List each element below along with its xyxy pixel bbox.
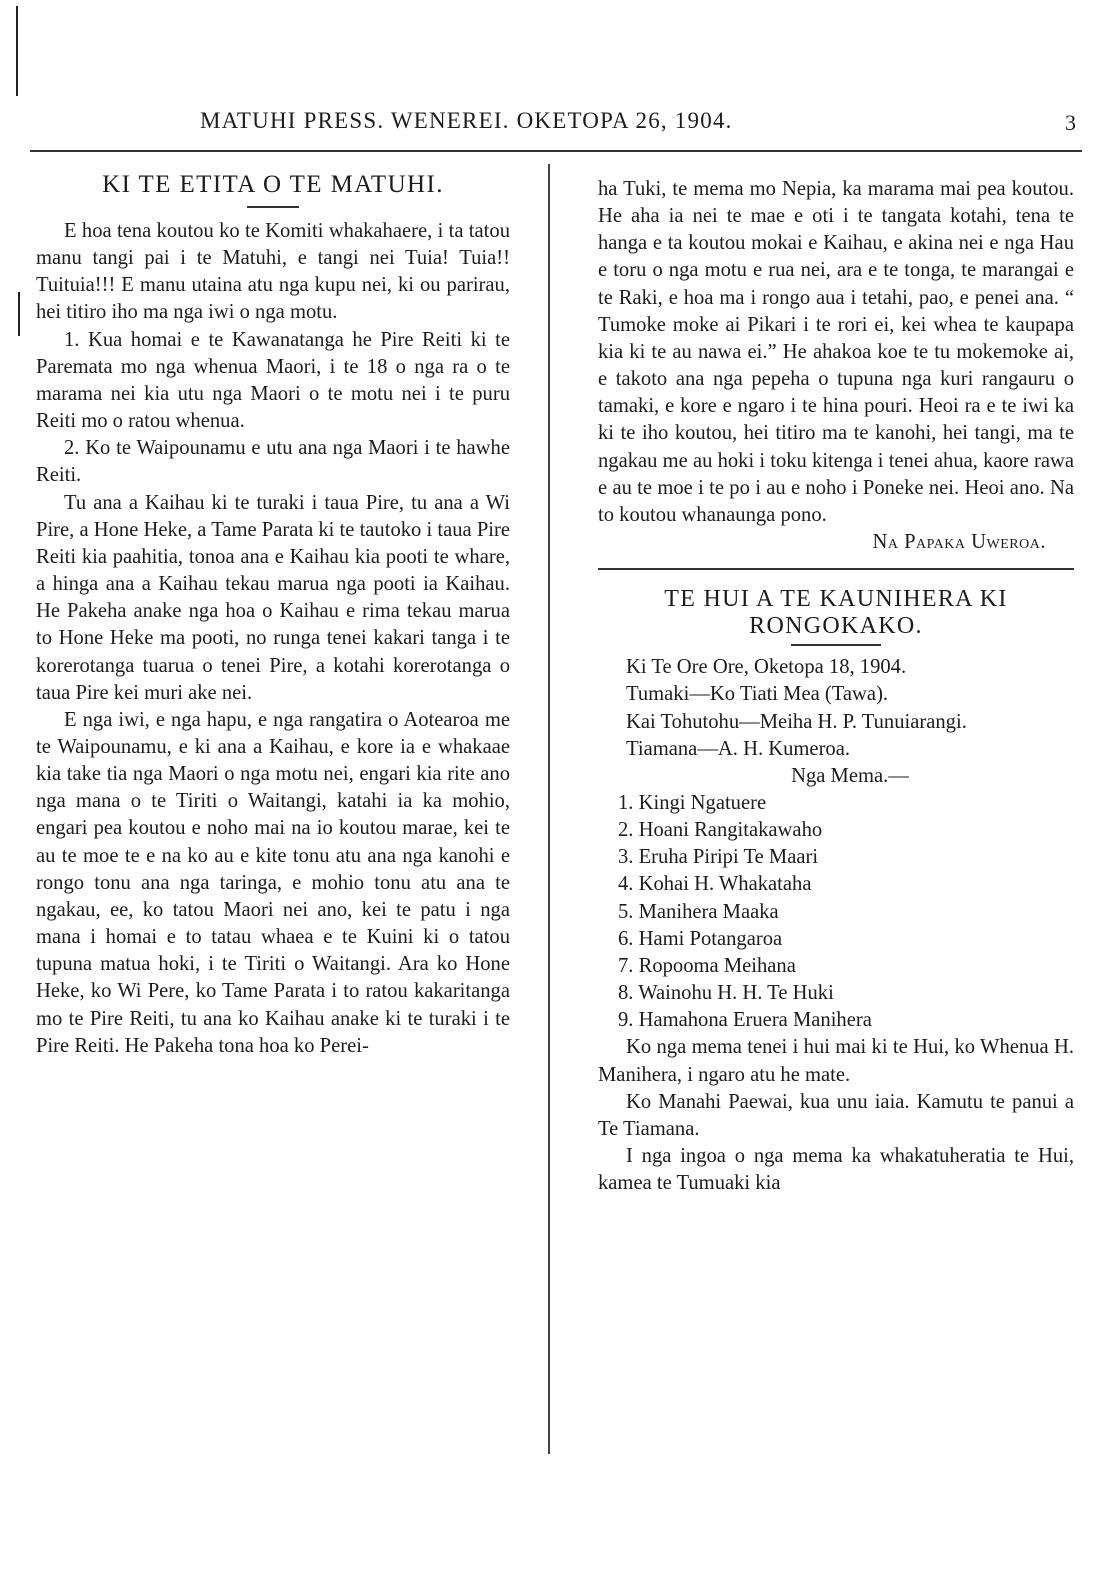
meeting-date: Ki Te Ore Ore, Oketopa 18, 1904. [626, 656, 907, 679]
heading-rule [247, 206, 299, 208]
member-item: 7. Ropooma Meihana [618, 954, 796, 977]
page-edge-line [16, 6, 18, 96]
letter-continuation: ha Tuki, te mema mo Nepia, ka marama mai pea koutou. He aha ia nei te mae e oti i te tangata kotahi, tena te hanga e ta koutou mokai e Kaihau, e akina nei e nga Hau e toru o nga motu e rua nei, ara e te tonga, te marangai e te Raki, e hoa ma i rongo aua i tetahi, pao, e penei ana. “ Tumoke moke ai Pikari i te rori ei, kei whea te kaupapa kia ki te au nawa ei.” He ahakoa koe te tu mokemoke ai, e takoto ana nga pepeha o tupuna nga kuri rangauru o tamaki, e kore e ngaro i te hina pouri. Heoi ra e te iwi ka ki te iho koutou, hei titiro ma te kanohi, hei tangi, ma te ngakau me au hoki i toku kitenga i tenei ahua, kaore rawa e au te moe i te po i au e noho i Poneke nei. Heoi ano. Na to koutou whanaunga pono. [598, 178, 1074, 526]
meeting-paragraph: Ko nga mema tenei i hui mai ki te Hui, ko Whenua H. Manihera, i ngaro atu he mate. [598, 1036, 1074, 1086]
header-rule [30, 150, 1082, 152]
member-item: 1. Kingi Ngatuere [618, 791, 767, 814]
letter-paragraph: E nga iwi, e nga hapu, e nga rangatira o Aotearoa me te Waipounamu, e ki ana a Kaihau, e kore ia e whakaae kia take tia nga Maori o nga motu nei, engari kia rite ano nga mana o te Tiriti o Waitangi, katahi ia ka mohio, engari pea koutou e noho mai na io koutou marae, kei te au te moe te e na ko au e kite tonu atu ana nga kanohi e rongo tonu ana nga taringa, e mohio tonu atu ana te ngakau, ee, ko tatou Maori nei ano, kei te patu i nga mana i homai e to tatau whaea e te Kuini ki o tatou tupuna matua hoki, i te Tiriti o Waitangi. Ara ko Hone Heke, ko Wi Pere, ko Tame Parata i to ratou kakaritanga mo te Pire Reiti, tu ana ko Kaihau anake ki te turaki i te Pire Reiti. He Pakeha tona hoa ko Perei- [36, 708, 510, 1057]
letter-heading: KI TE ETITA O TE MATUHI. [102, 171, 444, 198]
members-list [598, 790, 1074, 1034]
meeting-paragraph: Ko Manahi Paewai, kua unu iaia. Kamutu te panui a Te Tiamana. [598, 1090, 1074, 1140]
letter-paragraph: 1. Kua homai e te Kawanatanga he Pire Reiti ki te Paremata mo nga whenua Maori, i te 18 o nga ra o te marama nei kia utu nga Maori o te motu nei i te puru Reiti mo o ratou whenua. [36, 328, 510, 433]
margin-mark [18, 292, 20, 336]
meeting-chair: Tumaki—Ko Tiati Mea (Tawa). [626, 683, 889, 706]
column-divider [548, 164, 550, 1454]
right-column [598, 176, 1074, 1197]
section-rule [598, 568, 1074, 570]
member-item: 2. Hoani Rangitakawaho [618, 819, 823, 842]
page-number: 3 [1065, 110, 1076, 135]
member-item: 4. Kohai H. Whakataha [618, 873, 812, 896]
letter-paragraph: 2. Ko te Waipounamu e utu ana nga Maori i te hawhe Reiti. [36, 437, 510, 487]
meeting-heading: TE HUI A TE KAUNIHERA KI RONGOKAKO. [664, 586, 1008, 640]
member-item: 5. Manihera Maaka [618, 900, 779, 923]
heading-rule [791, 644, 881, 646]
letter-paragraph: Tu ana a Kaihau ki te turaki i taua Pire, tu ana a Wi Pire, a Hone Heke, a Tame Parata ki te tautoko i taua Pire Reiti kia paahitia, tonoa ana e Kaihau kia pooti te whare, a hinga ana a Kaihau tekau marua nga pooti ia Kaihau. He Pakeha anake nga hoa o Kaihau e rima tekau marua to Hone Heke ma pooti, no runga tenei kakari tanga i te korerotanga tuarua o tenei Pire, a kotahi korerotanga o taua Pire kei muri ake nei. [36, 491, 510, 704]
letter-signature: Na Papaka Uweroa. [872, 531, 1046, 554]
members-heading: Nga Mema.— [791, 764, 909, 787]
member-item: 8. Wainohu H. H. Te Huki [618, 982, 834, 1005]
meeting-tiamana: Tiamana—A. H. Kumeroa. [626, 737, 851, 760]
left-column [36, 170, 510, 1060]
header-title: MATUHI PRESS. WENEREI. OKETOPA 26, 1904. [200, 108, 733, 133]
meeting-paragraph: I nga ingoa o nga mema ka whakatuheratia te Hui, kamea te Tumuaki kia [598, 1145, 1074, 1195]
member-item: 9. Hamahona Eruera Manihera [618, 1009, 872, 1032]
letter-paragraph: E hoa tena koutou ko te Komiti whakahaere, i ta tatou manu tangi pai i te Matuhi, e tangi nei Tuia! Tuia!! Tuituia!!! E manu utaina atu nga kupu nei, ki ou parirau, hei titiro iho ma nga iwi o nga motu. [36, 220, 510, 324]
member-item: 3. Eruha Piripi Te Maari [618, 846, 819, 869]
meeting-secretary: Kai Tohutohu—Meiha H. P. Tunuiarangi. [626, 710, 967, 733]
running-header [30, 108, 1086, 144]
member-item: 6. Hami Potangaroa [618, 927, 783, 950]
